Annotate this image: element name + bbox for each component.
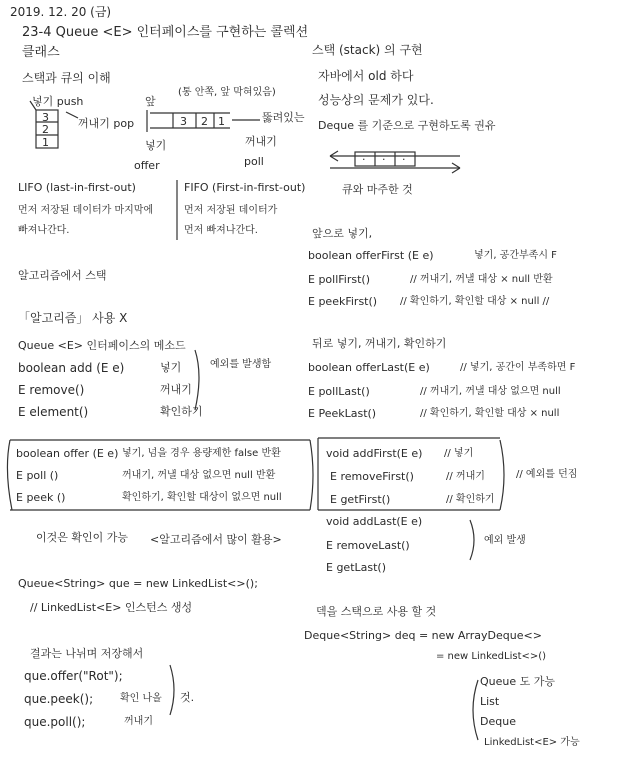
method-peekfirst-desc: // 확인하기, 확인할 대상 × null //: [400, 296, 550, 307]
deque-use-title: 덱을 스택으로 사용 할 것: [316, 605, 437, 618]
deque-cell: ·: [362, 153, 366, 166]
queue-open: 뚫려있는: [262, 111, 305, 124]
queue-methods-title: Queue <E> 인터페이스의 메소드: [18, 339, 186, 352]
method-add: boolean add (E e): [18, 361, 125, 375]
poll-label: poll: [244, 155, 264, 168]
deque-decl: Deque<String> deq = new ArrayDeque<>: [304, 629, 542, 642]
code-decl: Queue<String> que = new LinkedList<>();: [18, 577, 258, 590]
push-label: 넣기 push: [32, 95, 84, 108]
method-exception-note: 예외를 발생함: [210, 359, 272, 370]
code-peek: que.peek();: [24, 692, 94, 706]
method-removefirst-desc: // 꺼내기: [446, 471, 485, 482]
fifo-line2: 먼저 빠져나간다.: [184, 225, 258, 236]
method-offerlast: boolean offerLast(E e): [308, 361, 430, 374]
queue-cell: 2: [201, 115, 208, 128]
method-peek: E peek (): [16, 491, 66, 504]
deque-caption: 큐와 마주한 것: [342, 183, 413, 196]
heading-line2: 클래스: [22, 45, 60, 60]
queue-hint: (통 안쪽, 앞 막혀있음): [178, 87, 276, 98]
method-addfirst-desc: // 넣기: [444, 448, 474, 459]
date: 2019. 12. 20 (금): [10, 5, 112, 19]
method-offerfirst: boolean offerFirst (E e): [308, 249, 434, 262]
fifo-line1: 먼저 저장된 데이터가: [184, 205, 278, 216]
method-polllast: E pollLast(): [308, 385, 370, 398]
method-offer-desc: 넣기, 넘을 경우 용량제한 false 반환: [122, 448, 281, 459]
queue-cell: 3: [180, 115, 187, 128]
method-element: E element(): [18, 405, 89, 419]
method-getlast: E getLast(): [326, 561, 387, 574]
stack-line1: 자바에서 old 하다: [318, 69, 414, 83]
lifo-title: LIFO (last-in-first-out): [18, 181, 136, 194]
method-add-desc: 넣기: [160, 361, 182, 374]
deque-cell: ·: [382, 153, 386, 166]
method-remove-desc: 꺼내기: [160, 383, 192, 396]
code-peek-note: 확인 나올: [120, 693, 162, 704]
code-offer: que.offer("Rot");: [24, 669, 123, 683]
method-poll-desc: 꺼내기, 꺼낼 대상 없으면 null 반환: [122, 470, 276, 481]
fifo-title: FIFO (First-in-first-out): [184, 181, 306, 194]
offer-label: offer: [134, 159, 160, 172]
method-peeklast-desc: // 확인하기, 확인할 대상 × null: [420, 408, 560, 419]
method-addfirst: void addFirst(E e): [326, 447, 423, 460]
method-offerlast-desc: // 넣기, 공간이 부족하면 F: [460, 362, 576, 373]
also-deque: Deque: [480, 715, 516, 728]
algo-bracket: 「알고리즘」 사용 X: [18, 311, 128, 325]
lifo-line1: 먼저 저장된 데이터가 마지막에: [18, 205, 154, 216]
algo-note: 알고리즘에서 스택: [18, 269, 107, 282]
code-tail: 것.: [180, 691, 195, 704]
method-pollfirst-desc: // 꺼내기, 꺼낼 대상 × null 반환: [410, 274, 553, 285]
back-title: 뒤로 넣기, 꺼내기, 확인하기: [312, 337, 447, 350]
heading-line1: 23-4 Queue <E> 인터페이스를 구현하는 콜렉션: [22, 25, 309, 40]
usable-note: 이것은 확인이 가능: [36, 531, 129, 544]
also-linkedlist: LinkedList<E> 가능: [484, 737, 580, 748]
stack-cell: 3: [42, 111, 49, 124]
code-comment: // LinkedList<E> 인스턴스 생성: [30, 601, 193, 614]
method-polllast-desc: // 꺼내기, 꺼낼 대상 없으면 null: [420, 386, 561, 397]
void-group-note: // 예외를 던짐: [516, 469, 578, 480]
method-peek-desc: 확인하기, 확인할 대상이 없으면 null: [122, 492, 282, 503]
method-poll: E poll (): [16, 469, 59, 482]
pop-label: 꺼내기 pop: [78, 117, 135, 130]
front-title: 앞으로 넣기,: [312, 227, 373, 240]
method-remove: E remove(): [18, 383, 85, 397]
stack-title: 스택 (stack) 의 구현: [312, 43, 423, 57]
method-removelast: E removeLast(): [326, 539, 410, 552]
stack-cell: 2: [42, 123, 49, 136]
queue-in: 넣기: [145, 139, 167, 152]
queue-cell: 1: [218, 115, 225, 128]
method-getfirst-desc: // 확인하기: [446, 494, 495, 505]
queue-out: 꺼내기: [245, 135, 277, 148]
deque-alt: = new LinkedList<>(): [436, 651, 547, 662]
method-addlast: void addLast(E e): [326, 515, 423, 528]
method-peekfirst: E peekFirst(): [308, 295, 378, 308]
code-order-note: 결과는 나뉘며 저장해서: [30, 647, 144, 660]
stack-queue-title: 스택과 큐의 이해: [22, 71, 111, 85]
method-peeklast: E PeekLast(): [308, 407, 377, 420]
stack-line2: 성능상의 문제가 있다.: [318, 93, 434, 107]
method-offer: boolean offer (E e): [16, 447, 119, 460]
void-group2-note: 예외 발생: [484, 535, 526, 546]
method-getfirst: E getFirst(): [330, 493, 391, 506]
code-poll-note: 꺼내기: [124, 716, 153, 727]
method-element-desc: 확인하기: [160, 405, 203, 418]
usable-note2: <알고리즘에서 많이 활용>: [150, 533, 282, 546]
queue-front: 앞: [145, 95, 156, 108]
stack-cell: 1: [42, 136, 49, 149]
deque-cell: ·: [402, 153, 406, 166]
method-removefirst: E removeFirst(): [330, 470, 414, 483]
also-queue: Queue 도 가능: [480, 675, 556, 688]
lifo-line2: 빠져나간다.: [18, 225, 70, 236]
method-pollfirst: E pollFirst(): [308, 273, 371, 286]
stack-line3: Deque 를 기준으로 구현하도록 권유: [318, 119, 496, 132]
method-offerfirst-desc: 넣기, 공간부족시 F: [474, 250, 557, 261]
code-poll: que.poll();: [24, 715, 86, 729]
also-list: List: [480, 695, 500, 708]
